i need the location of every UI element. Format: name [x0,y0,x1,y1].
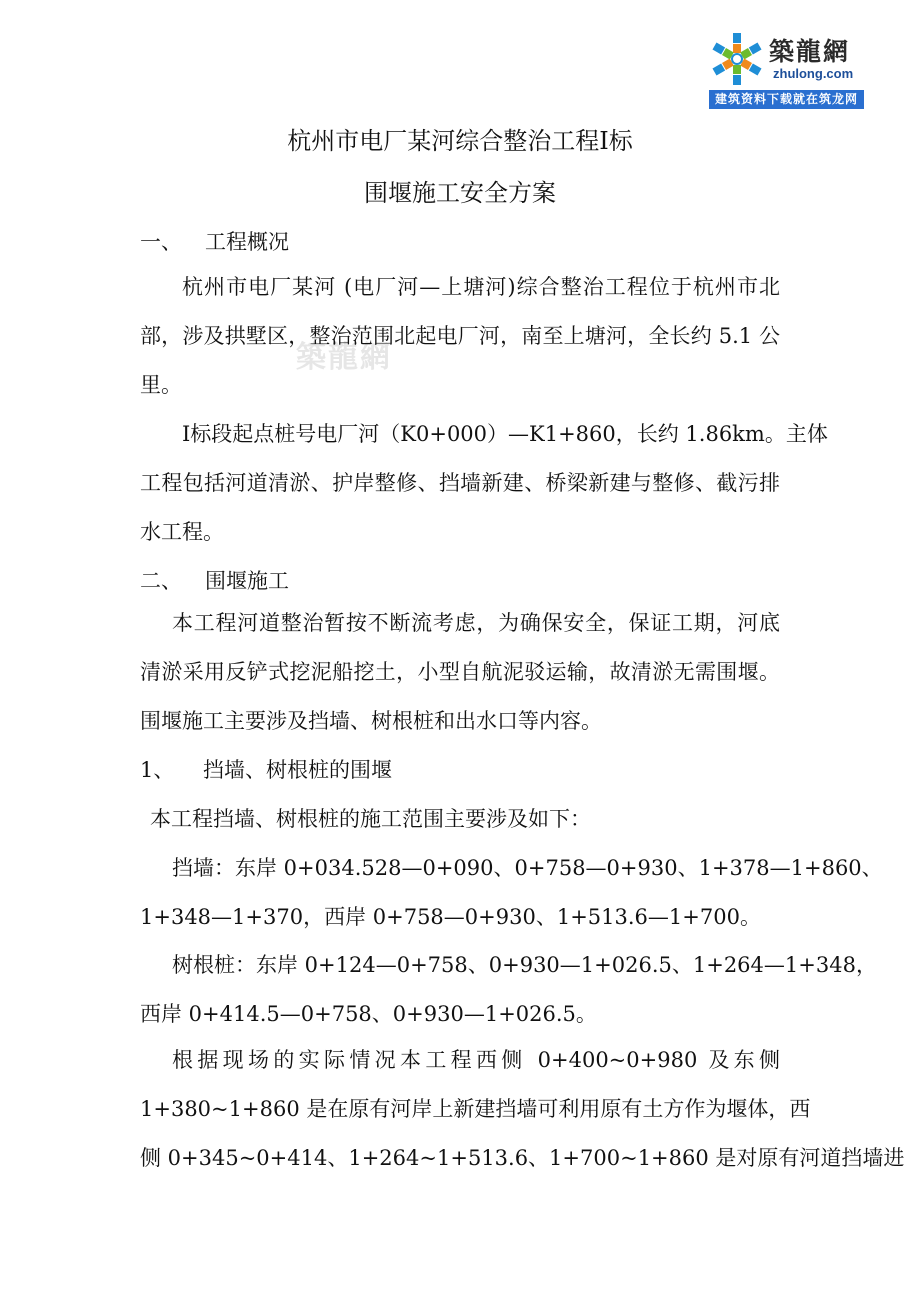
logo-arm-inner [733,65,741,74]
paragraph-line: 挡墙：东岸 0+034.528—0+090、0+758—0+930、1+378—1+860、 [172,856,883,880]
section-heading-overview [140,226,540,256]
paragraph-line: 部，涉及拱墅区，整治范围北起电厂河，南至上塘河，全长约 5.1 公 [140,324,780,348]
paragraph-line: 侧 0+345~0+414、1+264~1+513.6、1+700~1+860 是对原有河道挡墙进 [140,1146,905,1170]
subsection-heading-retaining-wall [140,754,540,784]
document-subtitle: 围堰施工安全方案 [364,179,556,207]
paragraph-line: Ⅰ标段起点桩号电厂河（K0+000）—K1+860，长约 1.86km。主体 [182,422,828,446]
section-title: 围堰施工 [205,569,289,593]
section-title: 挡墙、树根桩的围堰 [203,758,392,782]
logo-arm-outer [749,43,762,55]
paragraph-line: 水工程。 [140,520,224,544]
paragraph-line: 根据现场的实际情况本工程西侧 0+400~0+980 及东侧 [172,1048,780,1072]
logo-arm-inner [733,44,741,53]
paragraph-line: 里。 [140,373,182,397]
logo-arm-outer [749,64,762,76]
document-title: 杭州市电厂某河综合整治工程Ⅰ标 [287,127,633,155]
section-number: 二、 [140,569,182,593]
logo-arm-outer [733,75,741,85]
logo-name: 築龍網 [769,37,851,66]
paragraph-line: 杭州市电厂某河 (电厂河—上塘河)综合整治工程位于杭州市北 [182,275,780,299]
paragraph-line: 工程包括河道清淤、护岸整修、挡墙新建、桥梁新建与整修、截污排 [140,471,780,495]
section-number: 1、 [140,758,175,782]
section-number: 一、 [140,230,182,254]
logo-arm-outer [712,64,725,76]
watermark: 築龍網 [296,340,392,375]
paragraph-line: 1+380~1+860 是在原有河岸上新建挡墙可利用原有土方作为堰体，西 [140,1097,811,1121]
snowflake-logo-icon [709,31,765,87]
logo-arm-outer [733,33,741,43]
logo-banner: 建筑资料下载就在筑龙网 [709,90,864,109]
section-title: 工程概况 [205,230,289,254]
zhulong-logo [705,28,865,110]
logo-domain: zhulong.com [773,66,854,81]
paragraph-line: 本工程河道整治暂按不断流考虑，为确保安全，保证工期，河底 [172,611,780,635]
paragraph-line: 1+348—1+370，西岸 0+758—0+930、1+513.6—1+700。 [140,905,761,929]
logo-top [705,28,865,88]
paragraph-line: 清淤采用反铲式挖泥船挖土，小型自航泥驳运输，故清淤无需围堰。 [140,660,780,684]
section-heading-cofferdam [140,565,540,595]
logo-arm-outer [712,43,725,55]
paragraph-line: 围堰施工主要涉及挡墙、树根桩和出水口等内容。 [140,709,602,733]
paragraph-line: 本工程挡墙、树根桩的施工范围主要涉及如下： [150,807,591,831]
logo-center [732,54,742,64]
paragraph-line: 西岸 0+414.5—0+758、0+930—1+026.5。 [140,1002,597,1026]
paragraph-line: 树根桩：东岸 0+124—0+758、0+930—1+026.5、1+264—1+348， [172,953,877,977]
